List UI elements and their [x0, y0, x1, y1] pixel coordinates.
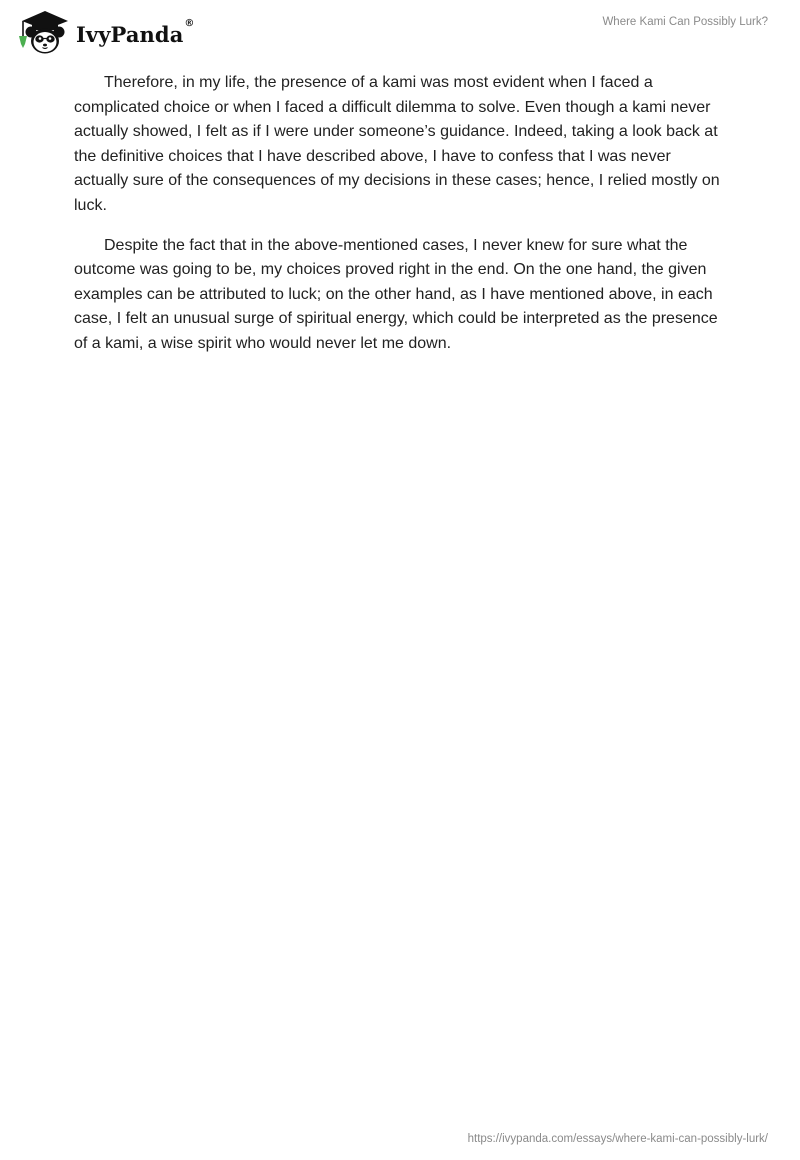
source-url[interactable]: https://ivypanda.com/essays/where-kami-can-possibly-lurk/	[467, 1133, 768, 1145]
logo-wordmark: IvyPanda	[76, 21, 184, 47]
document-title: Where Kami Can Possibly Lurk?	[602, 16, 768, 28]
essay-paragraph-1: Therefore, in my life, the presence of a kami was most evident when I faced a complicated choice or when I faced a difficult dilemma to solve. Even though a kami never actually showed, I felt as if I were under someone’s guidance. Indeed, taking a look back at the definitive choices that I have described above, I have to confess that I was never actually sure of the consequences of my decisions in these cases; hence, I relied mostly on luck.	[74, 74, 720, 214]
essay-body	[74, 71, 729, 372]
ivypanda-logo[interactable]	[14, 8, 194, 56]
panda-graduation-cap-icon	[14, 8, 72, 56]
registered-mark: ®	[184, 17, 195, 29]
essay-paragraph-2: Despite the fact that in the above-mentioned cases, I never knew for sure what the outcome was going to be, my choices proved right in the end. On the one hand, the given examples can be attributed to luck; on the other hand, as I have mentioned above, in each case, I felt an unusual surge of spiritual energy, which could be interpreted as the presence of a kami, a wise spirit who would never let me down.	[74, 236, 718, 352]
page-header	[0, 0, 800, 64]
